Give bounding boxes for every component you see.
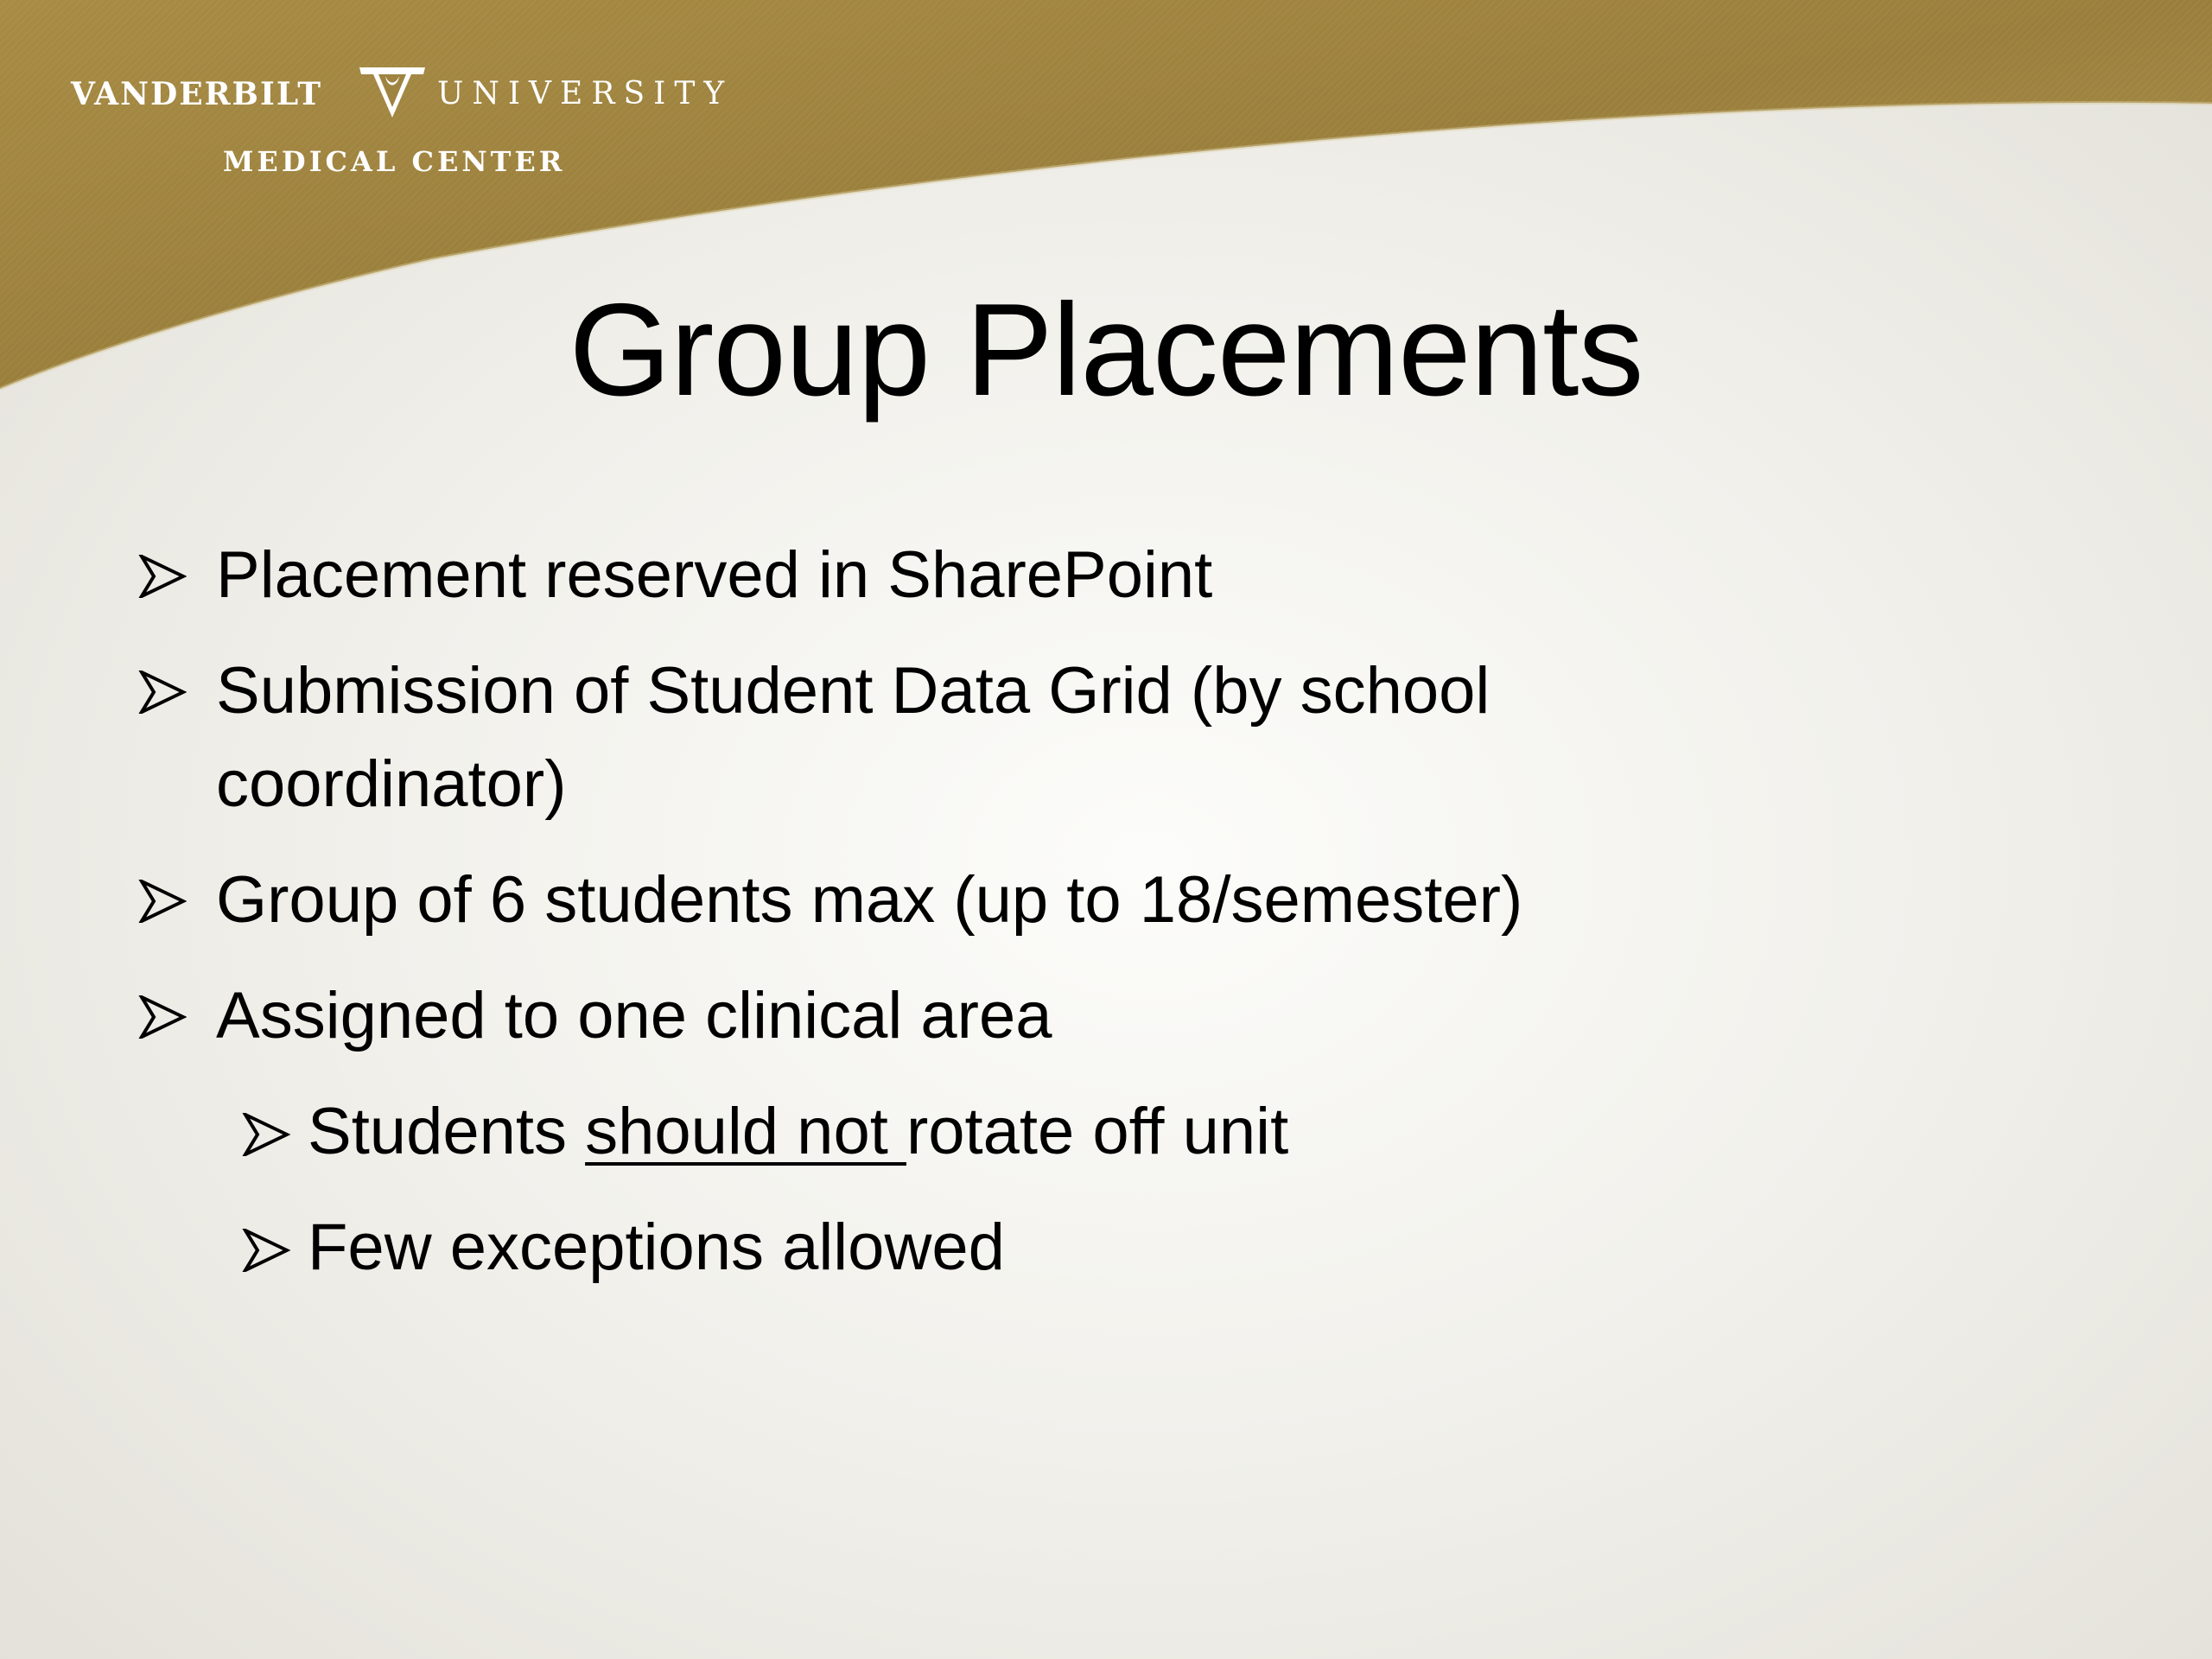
logo-medical-center-text: MEDICAL CENTER: [223, 145, 566, 178]
logo-top-line: [71, 71, 734, 123]
bullet-text: Assigned to one clinical area: [216, 979, 1052, 1052]
sub-bullet-text: Few exceptions allowed: [308, 1211, 1005, 1284]
arrow-bullet-icon: [242, 1229, 290, 1272]
arrow-bullet-icon: [138, 880, 187, 923]
oak-leaf-v-logo-icon: [356, 62, 429, 123]
bullet-item: [138, 854, 2039, 947]
slide-title: Group Placements: [569, 276, 1643, 423]
logo-university-text: UNIVERSITY: [437, 76, 734, 111]
bullet-list: [138, 529, 2039, 1317]
logo-vanderbilt-text: VANDERBILT: [71, 76, 322, 112]
arrow-bullet-icon: [138, 671, 187, 714]
arrow-bullet-icon: [138, 995, 187, 1039]
sub-bullet-item: [242, 1085, 2039, 1179]
arrow-bullet-icon: [138, 555, 187, 598]
bullet-text: Placement reserved in SharePoint: [216, 538, 1213, 612]
sub-bullet-text-after: rotate off unit: [906, 1095, 1289, 1168]
bullet-text: Submission of Student Data Grid (by school coordinator): [216, 654, 1491, 821]
sub-bullet-item: [242, 1201, 2039, 1294]
bullet-item: [138, 529, 2039, 622]
bullet-item: [138, 969, 2039, 1063]
arrow-bullet-icon: [242, 1113, 290, 1156]
sub-bullet-text-underlined: should not: [585, 1095, 906, 1168]
vanderbilt-logo: [71, 60, 734, 181]
bullet-item: [138, 645, 1823, 831]
sub-bullet-text-before: Students: [308, 1095, 586, 1168]
bullet-text: Group of 6 students max (up to 18/semester): [216, 863, 1523, 937]
